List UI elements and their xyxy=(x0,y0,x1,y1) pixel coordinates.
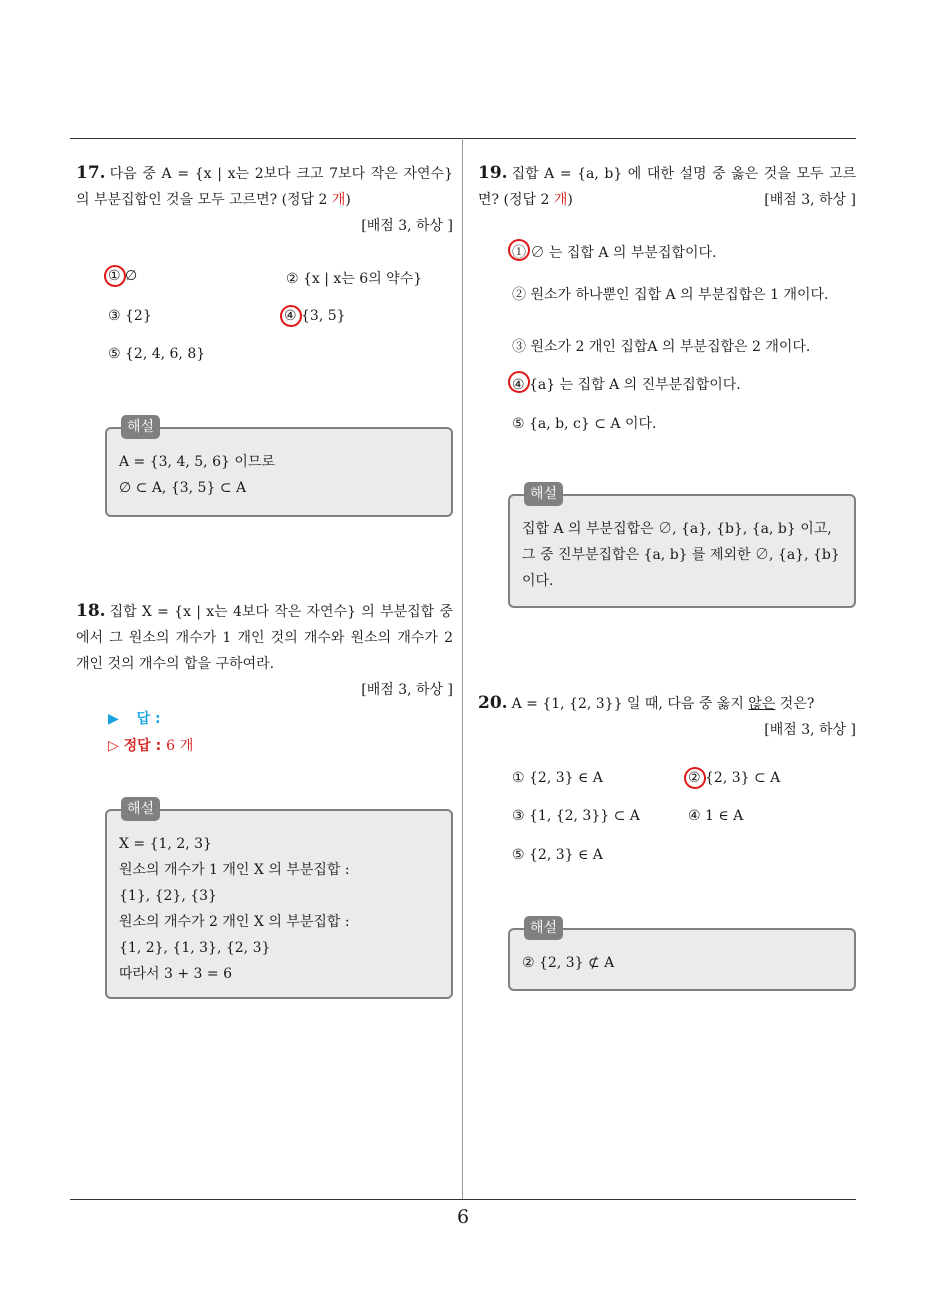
explanation-line: {1, 2}, {1, 3}, {2, 3} xyxy=(119,940,271,956)
choice-3[interactable]: ③ {2} xyxy=(108,308,152,324)
explanation-text: ② {2, 3} ⊄ A xyxy=(522,955,615,971)
question-number: 17. xyxy=(76,163,106,183)
explanation-line: 원소의 개수가 1 개인 X 의 부분집합 : xyxy=(119,862,350,878)
choice-3[interactable]: ③ 원소가 2 개인 집합A 의 부분집합은 2 개이다. xyxy=(512,339,811,355)
choice-4[interactable]: ④ {a} 는 집합 A 의 진부분집합이다. xyxy=(512,377,741,393)
explanation-tag: 해설 xyxy=(121,797,160,821)
explanation-box-20 xyxy=(508,920,856,991)
explanation-box-18 xyxy=(105,801,453,999)
explanation-line: ∅ ⊂ A, {3, 5} ⊂ A xyxy=(119,480,247,496)
column-divider xyxy=(462,138,463,1200)
answer-triangle-icon: ▶ xyxy=(108,711,119,727)
choice-1[interactable]: ① {2, 3} ∈ A xyxy=(512,770,603,786)
question-17 xyxy=(76,160,453,239)
explanation-tag: 해설 xyxy=(524,916,563,940)
correct-answer-label: 정답 : xyxy=(123,738,162,754)
question-18-text: 18. 집합 X = {x | x는 4보다 작은 자연수} 의 부분집합 중에서 그 원소의 개수가 1 개인 것의 개수와 원소의 개수가 2 개인 것의 개수의 합을 구하여라. xyxy=(76,601,453,672)
score-meta: [배점 3, 하상 ] xyxy=(764,192,856,208)
question-20 xyxy=(478,690,856,743)
correct-triangle-icon: ▷ xyxy=(108,738,119,754)
answer-count-word: 개 xyxy=(331,192,346,208)
score-meta: [배점 3, 하상 ] xyxy=(361,218,453,234)
explanation-line: A = {3, 4, 5, 6} 이므로 xyxy=(119,454,275,470)
question-number: 20. xyxy=(478,693,508,713)
selected-circle-mark xyxy=(278,303,305,330)
explanation-line: 따라서 3 + 3 = 6 xyxy=(119,966,233,982)
explanation-text: 집합 A 의 부분집합은 ∅, {a}, {b}, {a, b} 이고, 그 중 진부분집합은 {a, b} 를 제외한 ∅, {a}, {b} 이다. xyxy=(522,521,840,589)
choice-4[interactable]: ④ 1 ∈ A xyxy=(688,808,744,824)
question-18 xyxy=(76,598,453,703)
question-19-text: 19. 집합 A = {a, b} 에 대한 설명 중 옳은 것을 모두 고르면? (정답 2 개) xyxy=(478,163,856,208)
choice-1[interactable]: ① ∅ 는 집합 A 의 부분집합이다. xyxy=(512,245,717,261)
score-meta: [배점 3, 하상 ] xyxy=(361,682,453,698)
answer-count-word: 개 xyxy=(553,192,568,208)
choice-2[interactable]: ② 원소가 하나뿐인 집합 A 의 부분집합은 1 개이다. xyxy=(512,287,829,303)
answer-label: 답 : xyxy=(136,711,161,727)
explanation-box-19 xyxy=(508,486,856,608)
bottom-rule xyxy=(70,1199,856,1200)
choice-5[interactable]: ⑤ {2, 4, 6, 8} xyxy=(108,346,206,362)
choice-2[interactable]: ② {x | x는 6의 약수} xyxy=(286,271,423,287)
choice-3[interactable]: ③ {1, {2, 3}} ⊂ A xyxy=(512,808,640,824)
question-19 xyxy=(478,160,856,213)
question-number: 19. xyxy=(478,163,508,183)
selected-circle-mark xyxy=(102,263,129,290)
explanation-tag: 해설 xyxy=(524,482,563,506)
question-17-text: 17. 다음 중 A = {x | x는 2보다 크고 7보다 작은 자연수} 의 부분집합인 것을 모두 고르면? (정답 2 개) xyxy=(76,163,453,208)
top-rule xyxy=(70,138,856,139)
page-number: 6 xyxy=(456,1206,470,1228)
selected-circle-mark xyxy=(682,765,709,792)
choice-2[interactable]: ② {2, 3} ⊂ A xyxy=(688,770,781,786)
question-20-text: 20. A = {1, {2, 3}} 일 때, 다음 중 옳지 않은 것은? xyxy=(478,693,815,713)
explanation-tag: 해설 xyxy=(121,415,160,439)
explanation-line: {1}, {2}, {3} xyxy=(119,888,217,904)
explanation-line: 원소의 개수가 2 개인 X 의 부분집합 : xyxy=(119,914,350,930)
correct-answer-value: 6 xyxy=(166,738,175,754)
choice-1[interactable]: ① ∅ xyxy=(108,268,138,284)
explanation-box-17 xyxy=(105,419,453,517)
score-meta: [배점 3, 하상 ] xyxy=(764,722,856,738)
correct-answer-row xyxy=(108,735,193,755)
underlined-word: 않은 xyxy=(748,696,776,712)
correct-answer-unit: 개 xyxy=(179,738,194,754)
choice-4[interactable]: ④ {3, 5} xyxy=(284,308,346,324)
choice-5[interactable]: ⑤ {2, 3} ∈ A xyxy=(512,847,603,863)
choice-5[interactable]: ⑤ {a, b, c} ⊂ A 이다. xyxy=(512,416,657,432)
explanation-line: X = {1, 2, 3} xyxy=(119,836,212,852)
question-number: 18. xyxy=(76,601,106,621)
answer-row xyxy=(108,708,161,728)
